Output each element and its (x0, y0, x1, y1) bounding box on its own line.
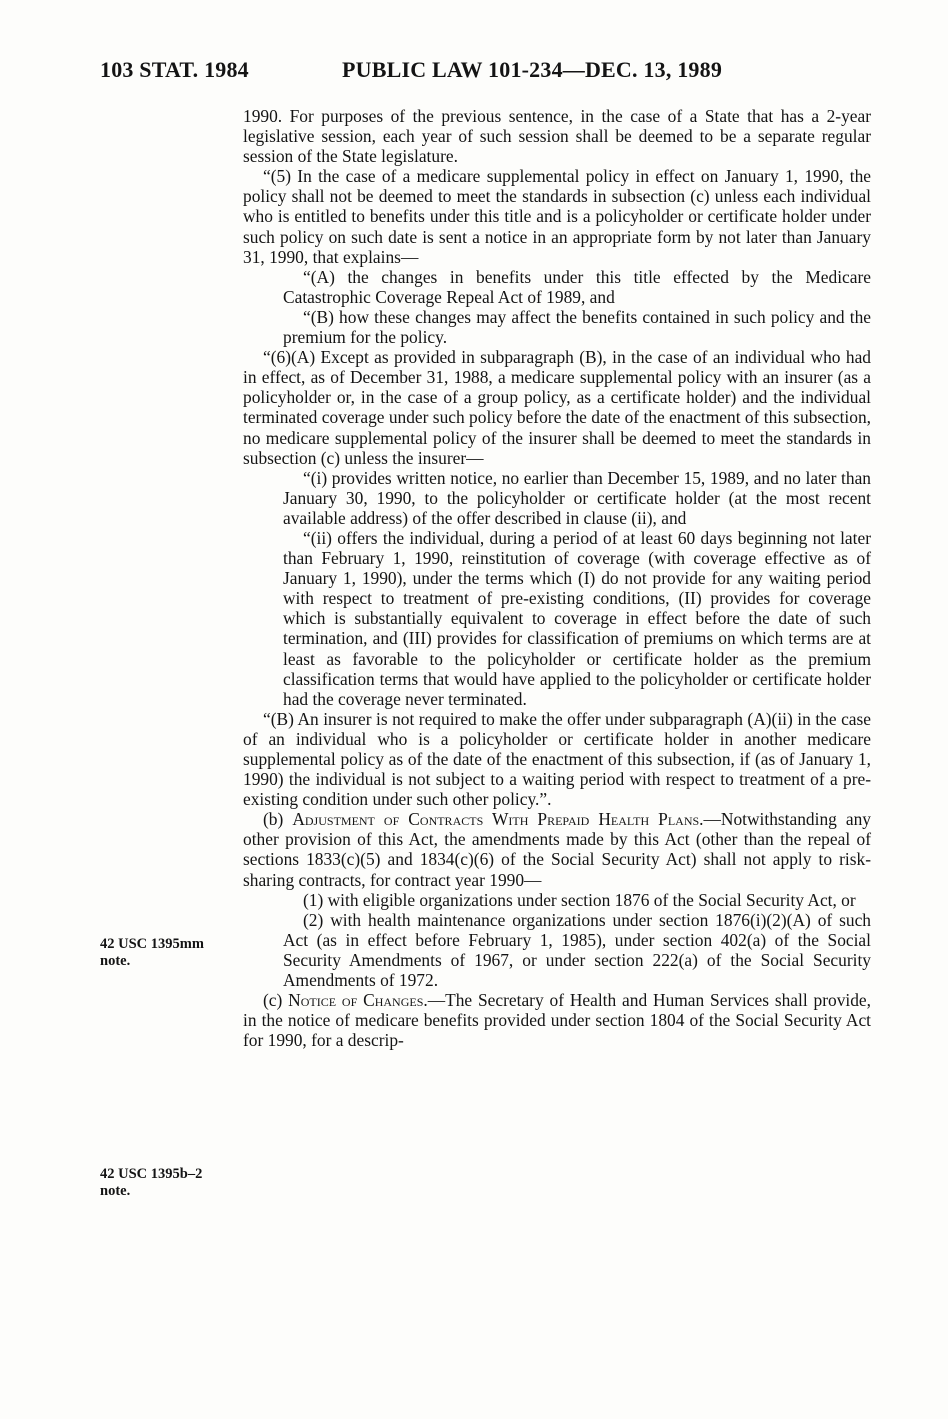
margin-note-b (100, 936, 204, 970)
law-title: PUBLIC LAW 101-234—DEC. 13, 1989 (342, 57, 723, 82)
page-header (100, 57, 880, 93)
document-body (243, 106, 871, 1050)
paragraph-intro: 1990. For purposes of the previous sentence, in the case of a State that has a 2-year legislative session, each year of such session shall be deemed to be a separate regular session of the State legislature. (243, 106, 871, 167)
margin-note-suffix: note. (100, 1183, 131, 1199)
subsection-b-heading: Adjustment of Contracts With Prepaid Health Plans. (292, 809, 704, 830)
paragraph-6a-ii: “(ii) offers the individual, during a period of at least 60 days beginning not later than February 1, 1990, reinstitution of coverage (with coverage effective as of January 1, 1990), under the terms which (I) do not provide for any waiting period with respect to treatment of pre-existing conditions, (II) provides for coverage which is substantially equivalent to coverage in effect before the date of such termination, and (III) provides for classification of premiums on which terms are at least as favorable to the policyholder or certificate holder as the premium classification terms that would have applied to the policyholder or certificate holder had the coverage never terminated. (283, 527, 871, 709)
paragraph-5b: “(B) how these changes may affect the benefits contained in such policy and the premium for the policy. (283, 306, 871, 348)
paragraph-6a: “(6)(A) Except as provided in subparagraph (B), in the case of an individual who had in effect, as of December 31, 1988, a medicare supplemental policy with an insurer (as a policyholder or, in the case of a group policy, as a certificate holder) and the individual terminated coverage under such policy before the date of the enactment of this subsection, no medicare supplemental policy of the insurer shall be deemed to meet the standards in subsection (c) unless the insurer— (243, 347, 871, 468)
subsection-c-text: —The Secretary of Health and Human Services shall provide, in the notice of medicare benefits provided under section 1804 of the Social Security Act for 1990, for a descrip- (243, 990, 871, 1051)
stat-citation: 103 STAT. 1984 (100, 57, 249, 82)
margin-note-suffix: note. (100, 953, 131, 969)
subsection-b-text: —Notwithstanding any other provision of this Act, the amendments made by this Act (other than the repeal of sections 1833(c)(5) and 1834(c)(6) of the Social Security Act) shall not apply to risk-sharing contracts, for contract year 1990— (243, 809, 871, 890)
subsection-b (243, 809, 871, 889)
margin-note-c (100, 1166, 202, 1200)
subsection-c-label: (c) (263, 990, 283, 1011)
paragraph-5: “(5) In the case of a medicare supplemental policy in effect on January 1, 1990, the policy shall not be deemed to meet the standards in subsection (c) unless each individual who is entitled to benefits under this title and is a policyholder or certificate holder under such policy on such date is sent a notice in an appropriate form by not later than January 31, 1990, that explains— (243, 166, 871, 267)
paragraph-6a-i: “(i) provides written notice, no earlier than December 15, 1989, and no later than January 30, 1990, to the policyholder or certificate holder (at the most recent available address) of the offer described in clause (ii), and (283, 467, 871, 528)
paragraph-5a: “(A) the changes in benefits under this title effected by the Medicare Catastrophic Coverage Repeal Act of 1989, and (283, 266, 871, 307)
margin-note-citation: 42 USC 1395mm (100, 936, 204, 952)
subsection-b-1: (1) with eligible organizations under section 1876 of the Social Security Act, or (303, 889, 856, 910)
margin-note-citation: 42 USC 1395b–2 (100, 1166, 203, 1182)
subsection-b-label: (b) (263, 809, 284, 830)
subsection-c-heading: Notice of Changes. (288, 990, 428, 1011)
paragraph-6b: “(B) An insurer is not required to make the offer under subparagraph (A)(ii) in the case of an individual who is a policyholder or certificate holder in another medicare supplemental policy as of the date of the enactment of this subsection, if (as of January 1, 1990) the individual is not subject to a waiting period with respect to treatment of a pre-existing condition under such other policy.”. (243, 708, 871, 810)
subsection-c (243, 990, 871, 1050)
subsection-b-2: (2) with health maintenance organizations under section 1876(i)(2)(A) of such Act (as in effect before February 1, 1985), under section 402(a) of the Social Security Amendments of 1967, or under section 222(a) of the Social Security Amendments of 1972. (283, 909, 871, 991)
